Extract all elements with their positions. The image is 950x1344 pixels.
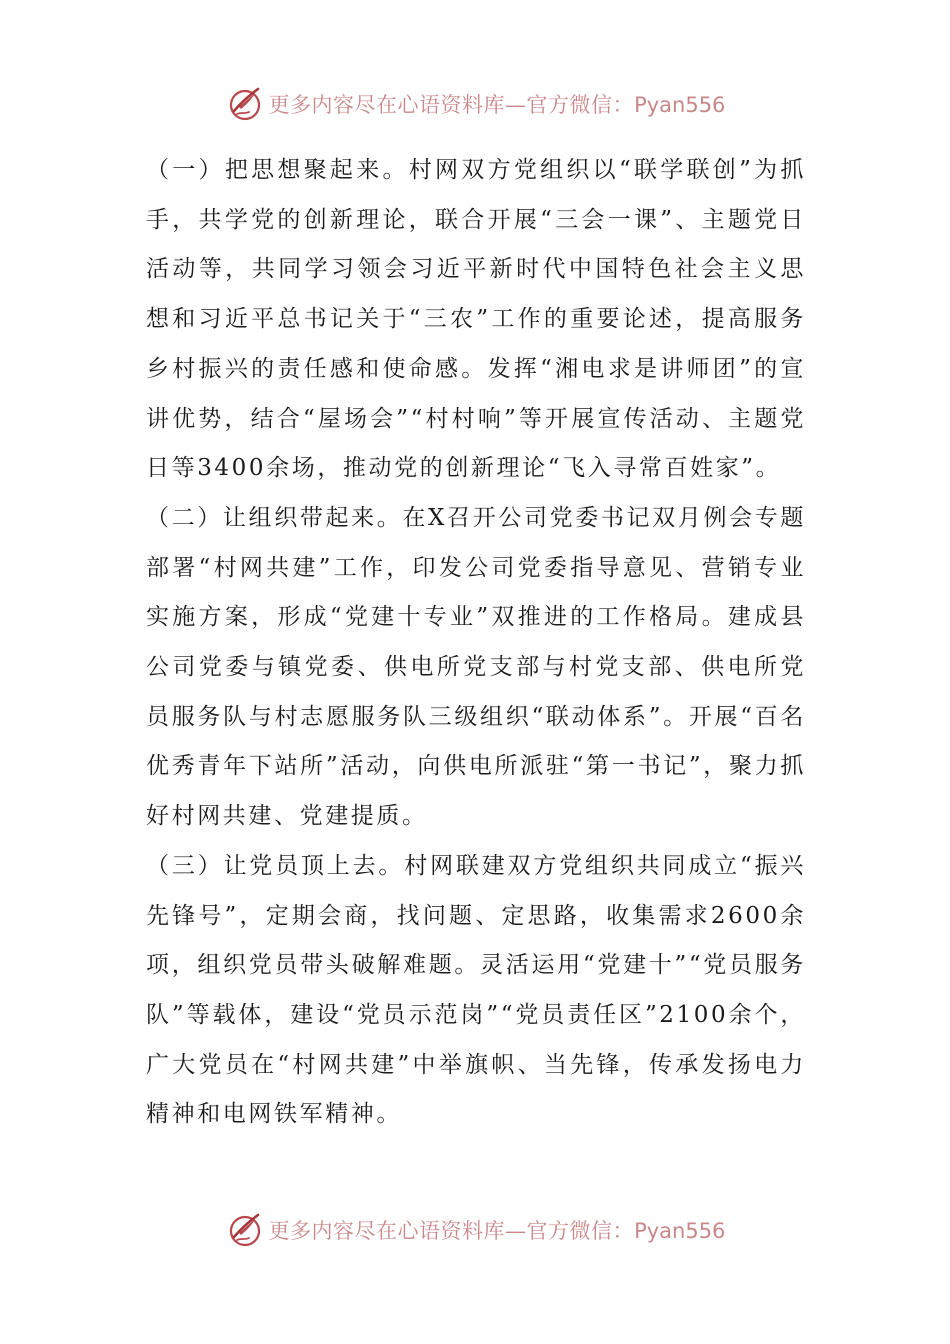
quill-seal-icon	[225, 1210, 265, 1250]
paragraph-ideology: （一）把思想聚起来。村网双方党组织以“联学联创”为抓手，共学党的创新理论，联合开展“三会一课”、主题党日活动等，共同学习领会习近平新时代中国特色社会主义思想和习近平总书记关于“三农”工作的重要论述，提高服务乡村振兴的责任感和使命感。发挥“湘电求是讲师团”的宣讲优势，结合“屋场会”“村村响”等开展宣传活动、主题党日等3400余场，推动党的创新理论“飞入寻常百姓家”。	[146, 157, 806, 482]
header-wechat-id: Pyan556	[634, 93, 726, 117]
footer-watermark-text: 更多内容尽在心语资料库—官方微信：Pyan556	[268, 1219, 726, 1243]
quill-seal-icon	[225, 84, 265, 124]
header-watermark-text: 更多内容尽在心语资料库—官方微信：Pyan556	[268, 93, 726, 117]
footer-wechat-id: Pyan556	[634, 1219, 726, 1243]
paragraph-party-members: （三）让党员顶上去。村网联建双方党组织共同成立“振兴先锋号”，定期会商，找问题、定思路，收集需求2600余项，组织党员带头破解难题。灵活运用“党建十”“党员服务队”等载体，建设“党员示范岗”“党员责任区”2100余个，广大党员在“村网共建”中举旗帜、当先锋，传承发扬电力精神和电网铁军精神。	[146, 852, 806, 1128]
document-body	[146, 146, 806, 1140]
paragraph-organization: （二）让组织带起来。在X召开公司党委书记双月例会专题部署“村网共建”工作，印发公司党委指导意见、营销专业实施方案，形成“党建十专业”双推进的工作格局。建成县公司党委与镇党委、供电所党支部与村党支部、供电所党员服务队与村志愿服务队三级组织“联动体系”。开展“百名优秀青年下站所”活动，向供电所派驻“第一书记”，聚力抓好村网共建、党建提质。	[146, 504, 806, 830]
header-watermark-banner	[0, 82, 950, 126]
footer-watermark-banner	[0, 1208, 950, 1252]
